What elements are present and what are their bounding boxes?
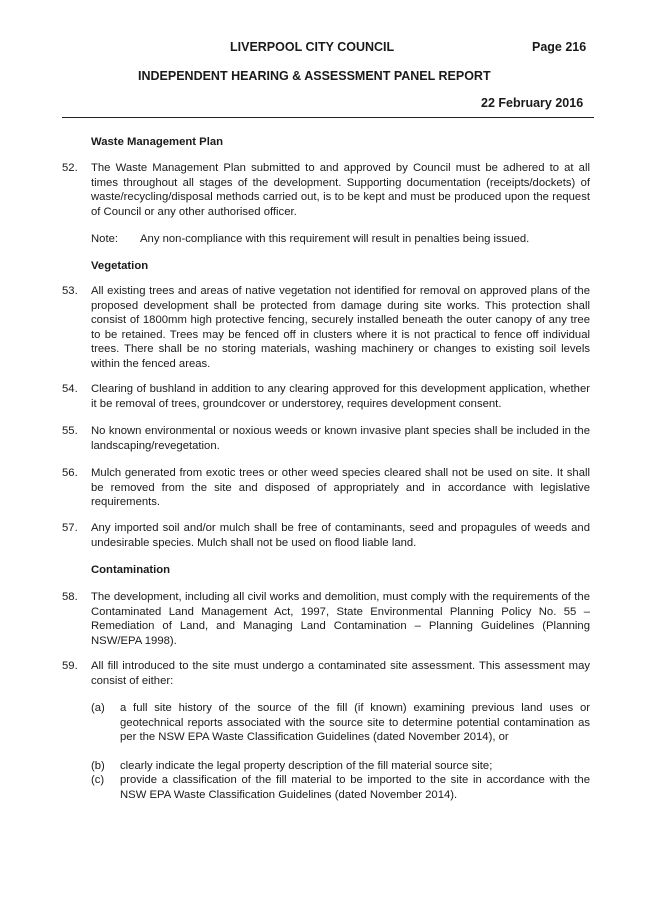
clause-number-59: 59. xyxy=(62,660,78,672)
subclause-text-a: a full site history of the source of the fill (if known) examining previous land uses or geotechnical reports associated with the source site to determine potential contamination as per the NSW EPA Waste Classification Guidelines (dated November 2014), or xyxy=(120,702,590,743)
subclause-text-b: clearly indicate the legal property description of the fill material source site; xyxy=(120,760,493,772)
page-number: Page 216 xyxy=(532,40,587,54)
clause-text-52: The Waste Management Plan submitted to and approved by Council must be adhered to at all times throughout all stages of the development. Supporting documentation (receipts/dockets) of waste/recycling/disposal methods carried out, is to be kept and must be produced upon the request of Council or any other authorised officer. xyxy=(91,162,590,218)
clause-number-54: 54. xyxy=(62,383,78,395)
subclause-label-b: (b) xyxy=(91,760,105,772)
clause-text-57: Any imported soil and/or mulch shall be free of contaminants, seed and propagules of weeds and undesirable species. Mulch shall not be used on flood liable land. xyxy=(91,522,590,549)
note-text: Any non-compliance with this requirement will result in penalties being issued. xyxy=(140,233,530,245)
section-heading-contamination: Contamination xyxy=(91,564,171,576)
subclause-label-a: (a) xyxy=(91,702,105,714)
clause-text-59: All fill introduced to the site must undergo a contaminated site assessment. This assessment may consist of either: xyxy=(91,660,590,687)
subclause-text-c: provide a classification of the fill material to be imported to the site in accordance with the NSW EPA Waste Classification Guidelines (dated November 2014). xyxy=(120,774,590,801)
clause-text-56: Mulch generated from exotic trees or other weed species cleared shall not be used on site. It shall be removed from the site and disposed of appropriately and in accordance with legislative requirements. xyxy=(91,467,590,508)
header-divider xyxy=(62,117,594,118)
council-name: LIVERPOOL CITY COUNCIL xyxy=(230,40,395,54)
report-title: INDEPENDENT HEARING & ASSESSMENT PANEL REPORT xyxy=(138,69,491,83)
clause-text-54: Clearing of bushland in addition to any clearing approved for this development application, whether it be removal of trees, groundcover or understorey, requires development consent. xyxy=(91,383,590,410)
report-date: 22 February 2016 xyxy=(481,96,584,110)
clause-number-55: 55. xyxy=(62,425,78,437)
section-heading-waste: Waste Management Plan xyxy=(91,136,224,148)
subclause-label-c: (c) xyxy=(91,774,105,786)
clause-text-58: The development, including all civil works and demolition, must comply with the requirements of the Contaminated Land Management Act, 1997, State Environmental Planning Policy No. 55 – Remediation of Land, and Managing Land Contamination – Planning Guidelines (Planning NSW/EPA 1998). xyxy=(91,591,590,647)
clause-number-56: 56. xyxy=(62,467,78,479)
clause-number-53: 53. xyxy=(62,285,78,297)
clause-text-53: All existing trees and areas of native vegetation not identified for removal on approved plans of the proposed development shall be protected from damage during site works. This protection shall consist of 1800mm high protective fencing, securely installed beneath the outer canopy of any tree to be retained. Trees may be fenced off in clusters where it is not practical to fence off individual trees. There shall be no storing materials, washing machinery or changes to existing soil levels within the fenced areas. xyxy=(91,285,590,370)
clause-text-55: No known environmental or noxious weeds or known invasive plant species shall be included in the landscaping/revegetation. xyxy=(91,425,590,452)
clause-number-58: 58. xyxy=(62,591,78,603)
clause-number-52: 52. xyxy=(62,162,78,174)
clause-number-57: 57. xyxy=(62,522,78,534)
section-heading-vegetation: Vegetation xyxy=(91,260,149,272)
note-label: Note: xyxy=(91,233,119,245)
